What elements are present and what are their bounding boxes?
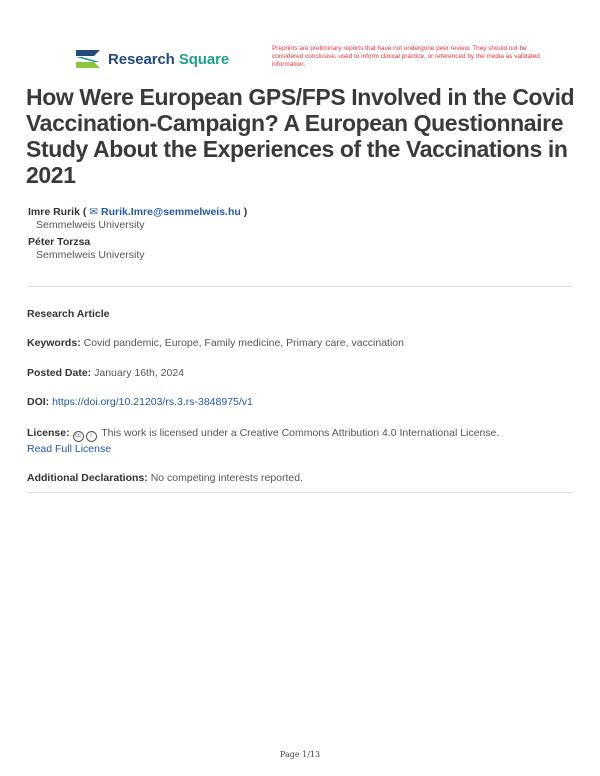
- mail-icon: ✉: [89, 206, 99, 218]
- author-1: Imre Rurik ( ✉ Rurik.Imre@semmelweis.hu ): [28, 206, 248, 218]
- divider: [27, 492, 573, 493]
- author-2: Péter Torzsa: [28, 236, 91, 248]
- logo-text-square: Square: [178, 50, 230, 68]
- license: License: cc i This work is licensed under a Creative Commons Attribution 4.0 International License. Read Full License: [27, 427, 500, 455]
- logo-text: Research: [108, 50, 175, 68]
- posted-date: Posted Date: January 16th, 2024: [27, 367, 185, 379]
- divider: [27, 286, 573, 287]
- author-email-link[interactable]: Rurik.Imre@semmelweis.hu: [101, 206, 241, 218]
- logo-icon: [74, 48, 102, 70]
- page-number: Page 1/13: [279, 750, 321, 759]
- preprint-disclaimer: Preprints are preliminary reports that have not undergone peer review. They should not be considered conclusive, used to inform clinical practice, or referenced by the media as validated information.: [272, 45, 540, 68]
- paper-title: How Were European GPS/FPS Involved in the Covid Vaccination-Campaign? A European Questionnaire Study About the Experiences of the Vaccinations in 2021: [26, 84, 575, 188]
- author-name: Imre Rurik: [28, 206, 80, 218]
- keywords: Keywords: Covid pandemic, Europe, Family medicine, Primary care, vaccination: [27, 337, 404, 349]
- author-list: [28, 206, 247, 266]
- doi: DOI: https://doi.org/10.21203/rs.3.rs-3848975/v1: [27, 396, 253, 408]
- additional-declarations: Additional Declarations: No competing interests reported.: [27, 472, 304, 484]
- cc-icon: cc: [73, 431, 84, 442]
- article-type: Research Article: [27, 308, 110, 320]
- research-square-logo: [74, 48, 229, 70]
- author-affiliation: Semmelweis University: [36, 219, 145, 231]
- read-full-license-link[interactable]: Read Full License: [27, 443, 112, 455]
- cc-by-icon: i: [86, 431, 97, 442]
- author-affiliation: Semmelweis University: [36, 249, 145, 261]
- doi-link[interactable]: https://doi.org/10.21203/rs.3.rs-3848975/v1: [52, 396, 253, 408]
